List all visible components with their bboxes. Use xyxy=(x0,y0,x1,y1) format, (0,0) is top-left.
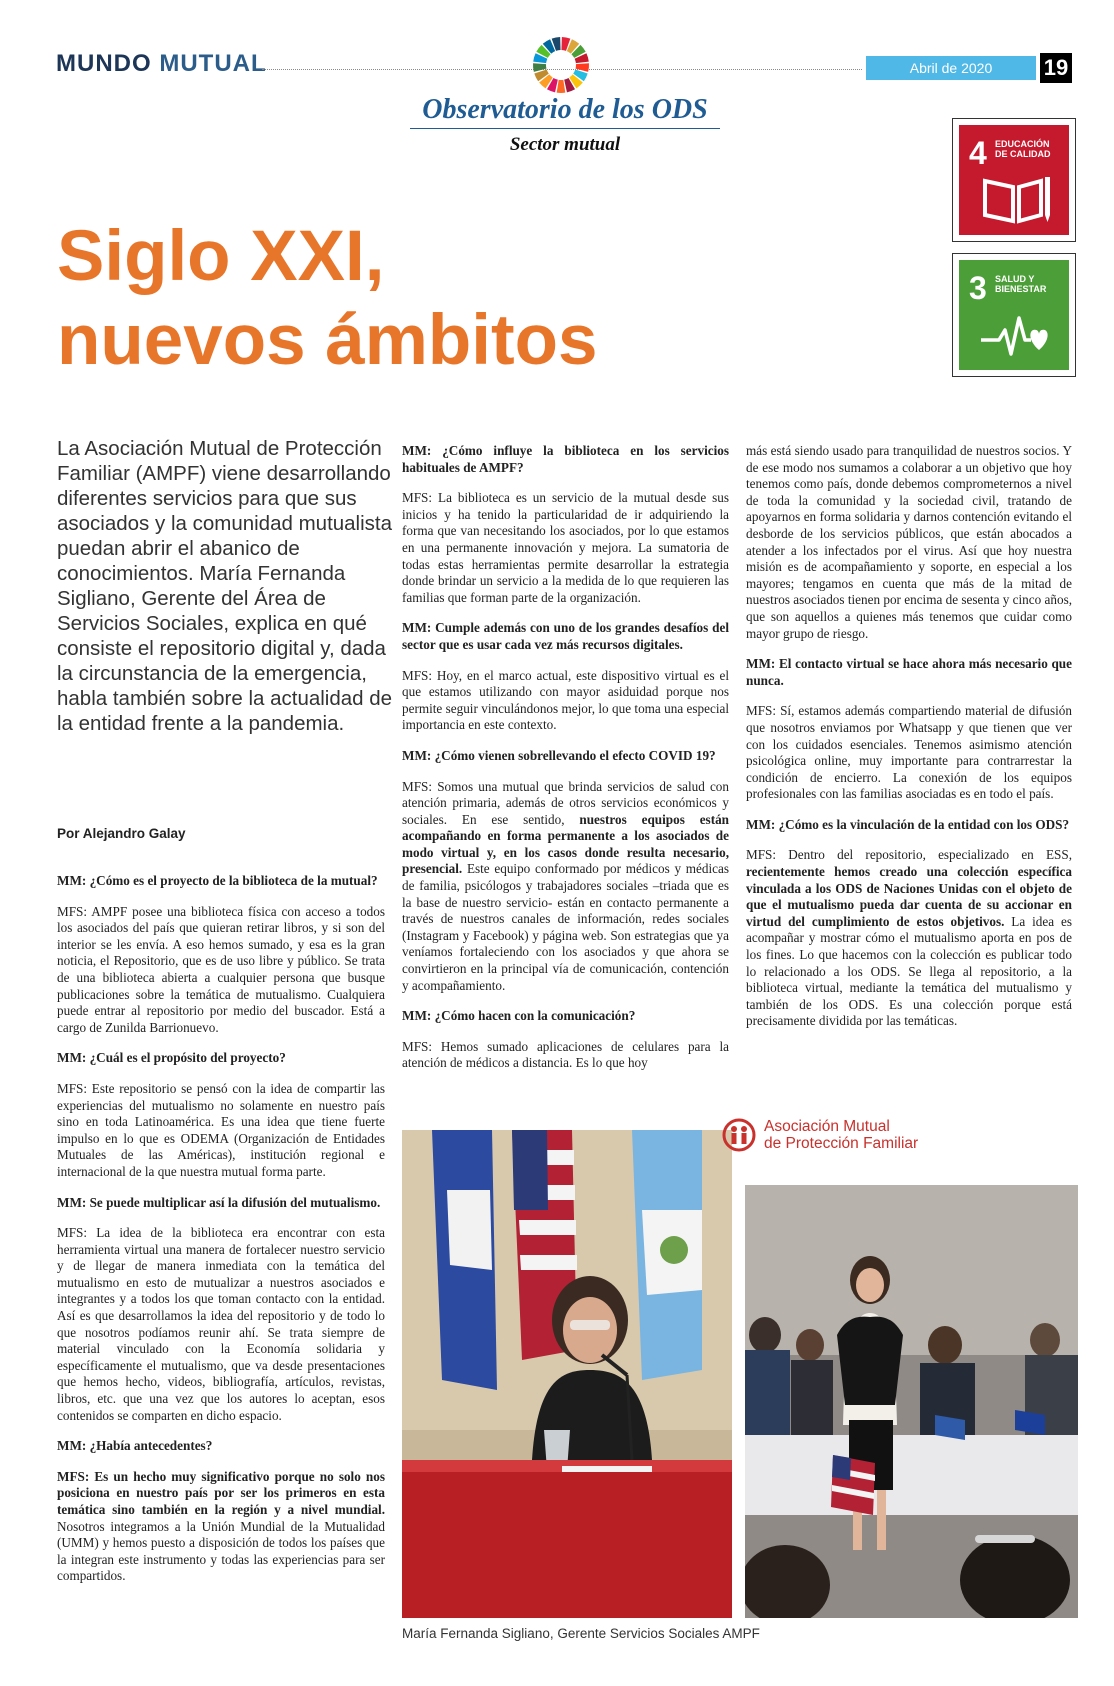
ampf-logo-line-2: de Protección Familiar xyxy=(764,1135,919,1152)
sdg-tile-number: 3 xyxy=(969,270,987,306)
section-subtitle: Sector mutual xyxy=(509,134,621,155)
text-column-1 xyxy=(57,873,385,1599)
answer-text: Este equipo conformado por médicos y médicas de familia, psicólogos y trabajadores sociales –triada que es la base de nuestro servicio- están en contacto permanente a través de nuestros canales de información, redes sociales (Instagram y Facebook) y página web. Son estrategias que ya veníamos fortaleciendo con los asociados y que ahora se convirtieron en la principal vía de comunicación, contención y acompañamiento. xyxy=(402,861,729,993)
article-intro: La Asociación Mutual de Protección Familiar (AMPF) viene desarrollando diferentes servicios para que sus asociados y la comunidad mutualista puedan abrir el abanico de conocimientos. María Fernanda Sigliano, Gerente del Área de Servicios Sociales, explica en qué consiste el repositorio digital y, dada la circunstancia de la emergencia, habla también sobre la actualidad de la entidad frente a la pandemia. xyxy=(57,437,393,735)
issue-date: Abril de 2020 xyxy=(866,56,1036,80)
sdg-tile-4 xyxy=(952,118,1076,242)
answer-text: La idea es acompañar y mostrar cómo el mutualismo aporta en pos de los fines. Lo que hacemos con la colección es publicar todo lo relacionado a los ODS. Se llega al repositorio, a la biblioteca virtual, mediante la temática del mutualismo y también de los ODS. Es una colección porque está precisamente dividida por las temáticas. xyxy=(746,913,1072,1029)
interview-answer: MFS: Sí, estamos además compartiendo material de difusión que nosotros enviamos por Whatsapp y que tienen que ver con los cuidados esenciales. Tenemos asimismo atención psicológica online, muy importante para contrarrestar la condición de encierro. La conexión de los equipos profesionales con las familias asociadas es en todo el país. xyxy=(746,703,1072,802)
headline-line-1: Siglo XXI, xyxy=(57,217,385,296)
answer-highlight: nuestros equipos están acompañando en forma permanente a los asociados de modo virtual y, en los casos donde resulta necesario, presencial. xyxy=(402,811,730,877)
ampf-logo-line-1: Asociación Mutual xyxy=(764,1118,890,1135)
photo-caption: María Fernanda Sigliano, Gerente Servicios Sociales AMPF xyxy=(402,1626,760,1641)
sdg-tile-number: 4 xyxy=(969,135,987,171)
section-title: Observatorio de los ODS xyxy=(422,94,708,125)
headline-line-2: nuevos ámbitos xyxy=(57,301,598,380)
interview-answer xyxy=(402,779,729,995)
interview-question: MM: ¿Cómo influye la biblioteca en los servicios habituales de AMPF? xyxy=(402,443,729,475)
interview-answer: MFS: La biblioteca es un servicio de la mutual desde sus inicios y ha tenido la particularidad de ir adquiriendo la forma que van necesitando los asociados, por lo que estamos en una permanente innovación y mejora. La sumatoria de todas estas herramientas permite desarrollar la estrategia donde brindar un servicio a la medida de lo que requieren las familias que forman parte de la organización. xyxy=(402,490,729,605)
interview-question: MM: ¿Cómo hacen con la comunicación? xyxy=(402,1008,636,1024)
text-column-2 xyxy=(402,443,729,1086)
magazine-brand xyxy=(56,50,267,78)
interview-question: MM: ¿Cómo vienen sobrellevando el efecto COVID 19? xyxy=(402,747,716,763)
ampf-logo xyxy=(722,1118,918,1152)
sdg-tile-label: SALUD Y BIENESTAR xyxy=(995,274,1047,294)
interview-answer xyxy=(746,847,1072,1030)
section-title-underline xyxy=(410,128,720,129)
photo-speaker-at-table xyxy=(402,1130,732,1618)
interview-question: MM: Se puede multiplicar así la difusión del mutualismo. xyxy=(57,1194,381,1210)
interview-question: MM: ¿Cómo es la vinculación de la entidad con los ODS? xyxy=(746,816,1070,832)
brand-word-1: MUNDO xyxy=(56,50,152,77)
sdg-wheel-segment xyxy=(557,80,566,93)
photo-presenter-meeting xyxy=(745,1185,1078,1618)
sdg-wheel-icon xyxy=(532,36,590,94)
sdg-tile-label: EDUCACIÓN DE CALIDAD xyxy=(995,139,1051,159)
interview-question: MM: ¿Cuál es el propósito del proyecto? xyxy=(57,1050,286,1066)
interview-answer xyxy=(57,1469,385,1585)
answer-highlight: recientemente hemos creado una colección específica vinculada a los ODS de Naciones Unidas con el objeto de que el mutualismo pueda dar cuenta de su accionar en virtud del cumplimiento de estos objetivos. xyxy=(746,864,1072,929)
ampf-family-icon xyxy=(722,1118,756,1152)
interview-answer: MFS: Hemos sumado aplicaciones de celulares para la atención de médicos a distancia. Es lo que hoy xyxy=(402,1038,729,1071)
interview-question: MM: El contacto virtual se hace ahora más necesario que nunca. xyxy=(746,656,1072,688)
heartbeat-icon xyxy=(981,310,1051,360)
page-number: 19 xyxy=(1040,53,1072,83)
interview-answer: MFS: AMPF posee una biblioteca física con acceso a todos los asociados del país que quieran retirar libros, y si son del interior se les envía. A eso hemos sumado, y esa es la gran noticia, el Repositorio, que es de uso libre y público. Se trata de una biblioteca abierta a cualquier persona que busque publicaciones sobre la temática de mutualismo. Cualquiera puede entrar al repositorio por medio del buscador. Está a cargo de Zunilda Barrionuevo. xyxy=(57,903,385,1035)
interview-question: MM: ¿Había antecedentes? xyxy=(57,1438,213,1454)
book-pencil-icon xyxy=(981,175,1051,225)
interview-answer: MFS: Este repositorio se pensó con la idea de compartir las experiencias del mutualismo no solamente en nuestro país sino en toda Latinoamérica. Es una idea que tiene fuerte impulso en lo que es ODEMA (Organización de Entidades Mutuales de las Américas), institución regional e internacional de la que nuestra mutual forma parte. xyxy=(57,1080,385,1179)
article-headline xyxy=(57,215,598,383)
brand-word-2: MUTUAL xyxy=(159,50,267,77)
answer-text: MFS: Somos una mutual que brinda servicios de salud con atención primaria, además de otros servicios económicos y sociales. En ese sentido, xyxy=(402,778,729,827)
interview-answer: MFS: La idea de la biblioteca era encontrar con esta herramienta virtual una manera de fortalecer nuestro servicio y de llegar de manera inmediata con la temática del mutualismo en esto de mutualizar a nuestros asociados e integrantes y a todos los que toman contacto con la entidad. Así es que desarrollamos la idea del repositorio y de todo lo que nosotros podíamos reunir ahí. Se trata siempre de material vinculado con la Economía solidaria y específicamente el mutualismo, que va desde presentaciones que hemos hecho, videos, bibliografía, artículos, revistas, libros, etc. que una vez que los autores lo aceptan, esos contenidos se comparten en dicho espacio. xyxy=(57,1225,385,1423)
sdg-tile-3 xyxy=(952,253,1076,377)
interview-answer: más está siendo usado para tranquilidad de nuestros socios. Y de ese modo nos sumamos a colaborar a un objetivo que hoy tenemos como país, donde debemos comprometernos a nivel de toda la comunidad y la sociedad civil, tratando de apoyarnos en forma solidaria y darnos contención evitando el desborde de los servicios públicos, que están abocados a atender a los infectados por el virus. Así que hoy nuestra misión es de acompañamiento y soporte, en especial a los mayores; tengamos en cuenta que más de la mitad de nuestros asociados tienen por encima de sesenta y cinco años, que son aquellos a quienes más tenemos que cuidar como mayor grupo de riesgo. xyxy=(746,443,1072,641)
text-column-3 xyxy=(746,443,1072,1044)
answer-highlight: MFS: Es un hecho muy significativo porque no solo nos posiciona en nuestro país por ser los primeros en esta temática sino también en la región y a nivel mundial. xyxy=(57,1468,385,1517)
article-byline: Por Alejandro Galay xyxy=(57,826,186,841)
interview-answer: MFS: Hoy, en el marco actual, este dispositivo virtual es el que estamos utilizando con mayor asiduidad porque nos permite seguir vinculándonos mejor, lo que toma una especial importancia en este contexto. xyxy=(402,667,729,733)
interview-question: MM: ¿Cómo es el proyecto de la biblioteca de la mutual? xyxy=(57,873,378,888)
sdg-tile-4-face xyxy=(959,125,1069,235)
sdg-tile-3-face xyxy=(959,260,1069,370)
answer-text: MFS: Dentro del repositorio, especializado en ESS, xyxy=(746,847,1072,863)
interview-question: MM: Cumple además con uno de los grandes desafíos del sector que es usar cada vez más recursos digitales. xyxy=(402,620,729,652)
answer-text: Nosotros integramos a la Unión Mundial de la Mutualidad (UMM) y hemos puesto a disposición de todos los países que la integran este instrumento y todas las experiencias para ser compartidos. xyxy=(57,1518,385,1584)
